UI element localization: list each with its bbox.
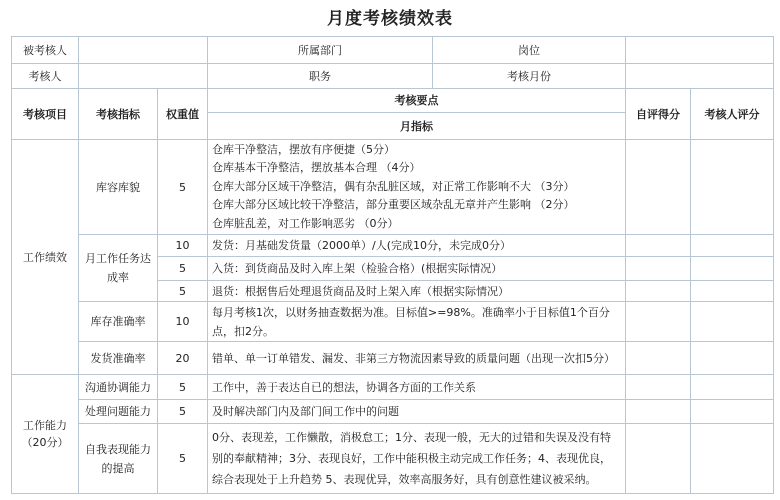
info-row-2 xyxy=(12,64,774,89)
col-self-score-header: 自评得分 xyxy=(626,89,691,140)
reviewer-score-cell[interactable] xyxy=(691,375,774,400)
weight-inventory-accuracy: 10 xyxy=(158,302,208,342)
indicator-communication: 沟通协调能力 xyxy=(79,375,158,400)
info-row-1 xyxy=(12,37,774,64)
self-score-cell[interactable] xyxy=(626,400,691,424)
weight-shipping-accuracy: 20 xyxy=(158,342,208,375)
indicator-shipping-accuracy: 发货准确率 xyxy=(79,342,158,375)
indicator-problem-solving: 处理问题能力 xyxy=(79,400,158,424)
reviewer-score-cell[interactable] xyxy=(691,342,774,375)
section-ability-points: （20分） xyxy=(21,436,69,449)
col-weight-header: 权重值 xyxy=(158,89,208,140)
self-score-cell[interactable] xyxy=(626,342,691,375)
table-row xyxy=(12,302,774,342)
reviewee-value[interactable] xyxy=(79,37,208,64)
weight-shipping-volume: 10 xyxy=(158,235,208,257)
reviewer-score-cell[interactable] xyxy=(691,424,774,494)
indicator-self-improvement: 自我表现能力的提高 xyxy=(79,424,158,494)
reviewer-score-cell[interactable] xyxy=(691,257,774,281)
weight-communication: 5 xyxy=(158,375,208,400)
reviewer-value[interactable] xyxy=(79,64,208,89)
reviewer-score-cell[interactable] xyxy=(691,140,774,235)
self-score-cell[interactable] xyxy=(626,257,691,281)
column-header-row xyxy=(12,89,774,113)
page-title: 月度考核绩效表 xyxy=(327,9,453,29)
table-row xyxy=(12,140,774,235)
indicator-task-completion: 月工作任务达成率 xyxy=(79,235,158,302)
self-score-cell[interactable] xyxy=(626,281,691,302)
self-score-cell[interactable] xyxy=(626,235,691,257)
section-label-performance: 工作绩效 xyxy=(12,140,79,375)
weight-warehouse: 5 xyxy=(158,140,208,235)
section-label-ability xyxy=(12,375,79,494)
reviewer-score-cell[interactable] xyxy=(691,302,774,342)
duty-label: 职务 xyxy=(208,64,433,89)
criteria-inbound: 入货：到货商品及时入库上架（检验合格）(根据实际情况） xyxy=(208,257,626,281)
weight-returns: 5 xyxy=(158,281,208,302)
criteria-returns: 退货：根据售后处理退货商品及时上架入库（根据实际情况） xyxy=(208,281,626,302)
table-row xyxy=(12,375,774,400)
position-value[interactable] xyxy=(626,37,774,64)
col-reviewer-score-header: 考核人评分 xyxy=(691,89,774,140)
self-score-cell[interactable] xyxy=(626,140,691,235)
criteria-inventory-accuracy: 每月考核1次，以财务抽查数据为准。目标值>=98%。准确率小于目标值1个百分点，扣2分。 xyxy=(208,302,626,342)
month-value[interactable] xyxy=(626,64,774,89)
reviewer-label: 考核人 xyxy=(12,64,79,89)
table-row xyxy=(12,342,774,375)
warehouse-criteria xyxy=(208,140,626,235)
weight-self-improvement: 5 xyxy=(158,424,208,494)
criteria-communication: 工作中，善于表达自已的想法，协调各方面的工作关系 xyxy=(208,375,626,400)
department-label: 所属部门 xyxy=(208,37,433,64)
reviewee-label: 被考核人 xyxy=(12,37,79,64)
month-label: 考核月份 xyxy=(433,64,626,89)
indicator-inventory-accuracy: 库存准确率 xyxy=(79,302,158,342)
criteria-problem-solving: 及时解决部门内及部门间工作中的问题 xyxy=(208,400,626,424)
position-label: 岗位 xyxy=(433,37,626,64)
reviewer-score-cell[interactable] xyxy=(691,400,774,424)
table-row xyxy=(12,424,774,494)
criteria-line: 仓库干净整洁，摆放有序便捷（5分） xyxy=(212,142,395,156)
reviewer-score-cell[interactable] xyxy=(691,235,774,257)
criteria-self-improvement: 0分、表现差，工作懒散，消极怠工；1分、表现一般，无大的过错和失误及没有特别的奉献精神；3分、表现良好，工作中能积极主动完成工作任务；4、表现优良，综合表现处于上升趋势 5、表现优异，效率高服务好，具有创意性建议被采纳。 xyxy=(208,424,626,494)
criteria-shipping-accuracy: 错单、单一订单错发、漏发、非第三方物流因素导致的质量问题（出现一次扣5分） xyxy=(208,342,626,375)
criteria-line: 仓库基本干净整洁，摆放基本合理 （4分） xyxy=(212,161,421,175)
criteria-shipping-volume: 发货：月基础发货量（2000单）/人(完成10分，未完成0分） xyxy=(208,235,626,257)
table-row xyxy=(12,235,774,257)
table-row xyxy=(12,400,774,424)
criteria-line: 仓库脏乱差，对工作影响恶劣 （0分） xyxy=(212,216,399,230)
self-score-cell[interactable] xyxy=(626,302,691,342)
col-monthly-header: 月指标 xyxy=(208,113,626,140)
self-score-cell[interactable] xyxy=(626,375,691,400)
reviewer-score-cell[interactable] xyxy=(691,281,774,302)
indicator-warehouse: 库容库貌 xyxy=(79,140,158,235)
criteria-line: 仓库大部分区域比较干净整洁，部分重要区域杂乱无章并产生影响 （2分） xyxy=(212,198,575,212)
col-indicator-header: 考核指标 xyxy=(79,89,158,140)
col-item-header: 考核项目 xyxy=(12,89,79,140)
weight-inbound: 5 xyxy=(158,257,208,281)
col-points-header: 考核要点 xyxy=(208,89,626,113)
appraisal-table xyxy=(11,36,774,494)
criteria-line: 仓库大部分区域干净整洁，偶有杂乱脏区域，对正常工作影响不大 （3分） xyxy=(212,179,575,193)
section-ability-title: 工作能力 xyxy=(23,419,67,432)
weight-problem-solving: 5 xyxy=(158,400,208,424)
self-score-cell[interactable] xyxy=(626,424,691,494)
